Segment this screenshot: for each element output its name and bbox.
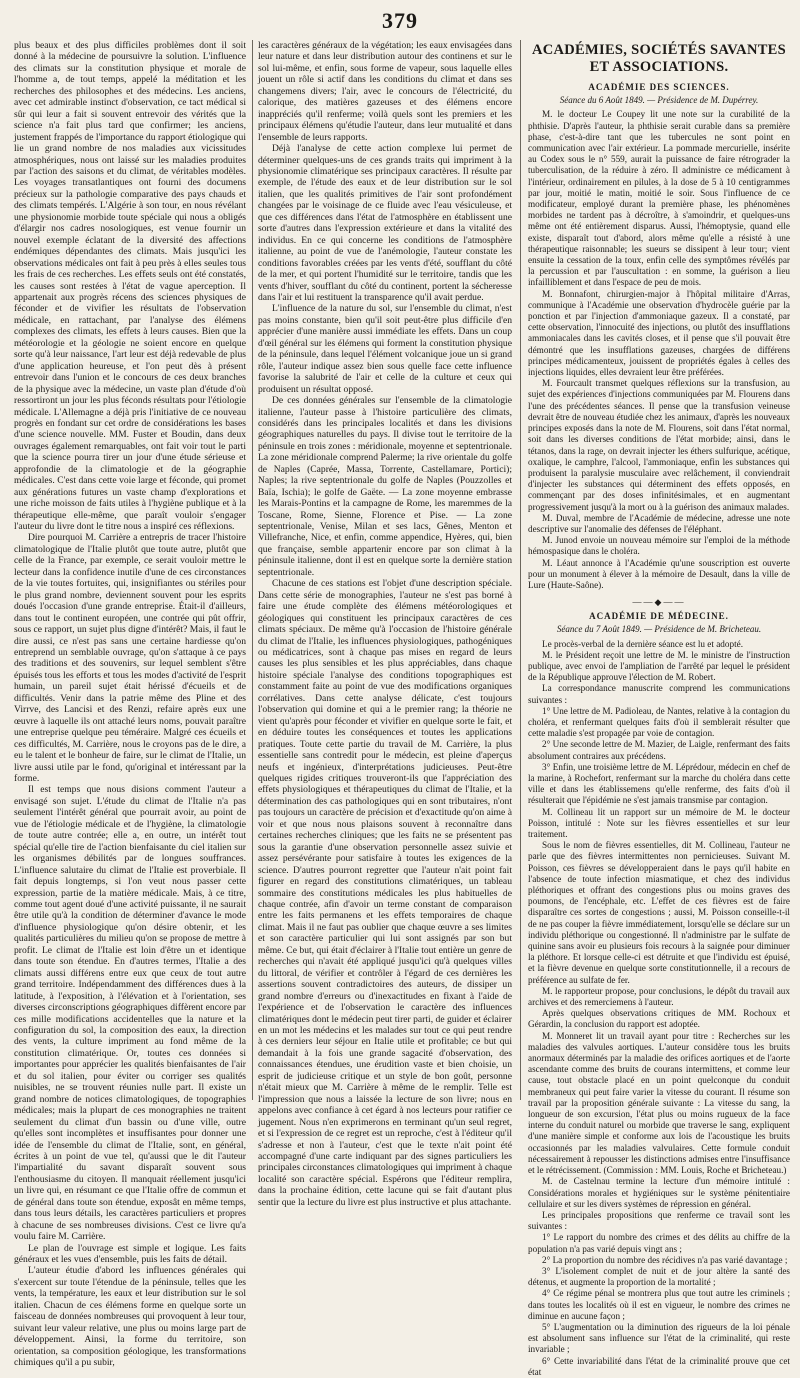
paragraph: 4° Ce régime pénal se montrera plus que tout autre les criminels ; dans toutes les localités où il est en vigueur, le nombre des crimes ne diminue en aucune façon ; xyxy=(528,1288,790,1321)
paragraph: M. de Castelnau termine la lecture d'un mémoire intitulé : Considérations morales et hygiéniques sur le système pénitentiaire cellulaire et sur les divers systèmes de répression en général. xyxy=(528,1176,790,1209)
paragraph: L'auteur étudie d'abord les influences générales qui s'exercent sur toute l'étendue de la péninsule, telles que les vents, la température, les eaux et leur distribution sur le sol italien. Chacun de ces élémens forme en quelque sorte un faisceau de données nombreuses qui provoquent à leur tour, suivant leur valeur relative, une plus ou moins large part de développement. Ainsi, la forme du territoire, son orientation, sa composition géologique, les transformations chimiques qu'il a pu subir, xyxy=(14,1265,246,1369)
column-divider xyxy=(520,40,521,1100)
column-right xyxy=(528,40,790,1377)
paragraph: 5° L'augmentation ou la diminution des rigueurs de la loi pénale est absolument sans influence sur l'état de la criminalité, qui reste invariable ; xyxy=(528,1321,790,1355)
paragraph: M. le rapporteur propose, pour conclusions, le dépôt du travail aux archives et des remerciemens à l'auteur. xyxy=(528,985,790,1008)
paragraph: Après quelques observations critiques de MM. Rochoux et Gérardin, la conclusion du rapport est adoptée. xyxy=(528,1008,790,1030)
paragraph: Le plan de l'ouvrage est simple et logique. Les faits généraux et les vues d'ensemble, puis les faits de détail. xyxy=(14,1242,246,1266)
paragraph: M. le Président reçoit une lettre de M. le ministre de l'instruction publique, avec envoi de l'ampliation de l'arrêté par lequel le président de la République approuve l'élection de M. Robert. xyxy=(528,649,790,683)
session-line: Séance du 7 Août 1849. — Présidence de M. Bricheteau. xyxy=(556,624,762,635)
paragraph: 2° La proportion du nombre des récidives n'a pas varié davantage ; xyxy=(542,1254,788,1265)
paragraph: M. Fourcault transmet quelques réflexions sur la transfusion, au sujet des expériences d'injections communiquées par M. Flourens dans l'une des précédentes séances. Il pense que la transfusion veineuse devrait être de nouveau étudiée chez les animaux, d'après les nouveaux principes exposés dans la note de M. Flourens, soit dans l'état normal, soit dans les diverses conditions de l'état morbide; ainsi, dans le tétanos, dans la rage, on devrait injecter les éthers sulfurique, acétique, oxalique, le camphre, l'alcool, l'ammoniaque, enfin les substances qui produisent la paralysie musculaire avec relâchement, il conviendrait d'injecter les substances qui déterminent des effets opposés, en commençant par des doses infinitésimales, et en augmentant progressivement jusqu'à la mort ou à la guérison des animaux malades. xyxy=(528,378,790,512)
paragraph: Les principales propositions que renferme ce travail sont les suivantes : xyxy=(528,1209,790,1232)
paragraph: M. Bonnafont, chirurgien-major à l'hôpital militaire d'Arras, communique à l'Académie une observation d'hydrocèle guérie par la ponction et par l'injection d'ammoniaque gazeux. Il a constaté, par cette observation, l'innocuité des injections, ou plutôt des insufflations ammoniacales dans les cavités closes, et il pense que s'il pouvait être démontré que les insufflations gazeuses, chargées de différens principes médicamenteux, jouissent de propriétés égales à celles des injections liquides, elles devraient leur être préférées. xyxy=(528,288,790,378)
academy-heading: ACADÉMIE DE MÉDECINE. xyxy=(589,611,729,622)
paragraph: Sous le nom de fièvres essentielles, dit M. Collineau, l'auteur ne parle que des fièvres intermittentes non pernicieuses. Suivant M. Poisson, ces fièvres se développeraient dans le pays qu'il habite en l'absence de toute infection miasmatique, et chez des individus pléthoriques et offrant des congestions plus ou moins graves des poumons, de l'encéphale, etc. L'effet de ces fièvres est de faire disparaître ces sortes de congestions ; aussi, M. Poisson conseille-t-il de ne pas couper la fièvre immédiatement, lorsqu'elle se déclare sur un individu pléthorique ou congestionné. Il n'administre par le sulfate de quinine sans avoir eu plusieurs fois recours à la saignée pour diminuer la pléthore. Et lorsque celle-ci est détruite et que l'individu est épuisé, et la fièvre devenue en quelque sorte constitutionnelle, il a recours de préférence au sulfate de fer. xyxy=(528,840,790,985)
paragraph: Il est temps que nous disions comment l'auteur a envisagé son sujet. L'étude du climat de l'Italie n'a pas seulement l'intérêt général que pourrait avoir, au point de vue de l'étiologie médicale et de l'hygiène, la climatologie de toute autre contrée; elle a, en outre, un intérêt tout spécial qu'elle tire de l'action bienfaisante du ciel italien sur les organismes débilités par de longues souffrances. L'influence salutaire du climat de l'Italie est proverbiale. Il fait depuis longtemps, si l'on veut nous passer cette expression, partie de la matière médicale. Mais, à ce titre, comme tout agent doué d'une activité puissante, il ne saurait être utile qu'à la condition de déterminer d'avance le mode d'influence physiologique qu'on désire obtenir, et les qualités particulières du milieu qu'on se propose de mettre à profit. Le climat de l'Italie est loin d'être un et identique dans toute son étendue. En d'autres termes, l'Italie a des climats aussi différens entre eux que ceux de tout autre grand territoire. Indépendamment des différences dues à la latitude, à l'exposition, à l'élévation et à l'orientation, ses diverses circonscriptions géographiques diffèrent encore par ces mille modifications accidentelles que la nature et la configuration du sol, la composition des eaux, la direction des vents, la culture impriment au fond même de la constitution climatérique. Or, toutes ces données si importantes pour apprécier les qualités bienfaisantes de l'air et du sol italien, pour éviter ou corriger ses qualités nuisibles, ne se trouvent réunies nulle part. Il existe un grand nombre de notices climatologiques, de topographies médicales; mais la plupart de ces monographies ne traitent seulement du climat d'un bassin ou d'une ville, outre qu'elles sont incomplètes et insuffisantes pour donner une idée de l'ensemble du climat de l'Italie, sont, en général, écrites à un point de vue tel, qu'aussi que le dit l'auteur l'impartialité du savant disparaît souvent sous l'enthousiasme du citoyen. Il manquait réellement jusqu'ici un livre qui, en résumant ce que l'Italie offre de commun et de général dans toute son étendue, exposât en même temps, dans tous leurs détails, les caractères particuliers et propres à chacune de ses nombreuses divisions. C'est ce livre qu'a voulu faire M. Carrière. xyxy=(14,784,246,1243)
paragraph: M. Duval, membre de l'Académie de médecine, adresse une note descriptive sur l'anomalie des défenses de l'éléphant. xyxy=(528,512,790,534)
column-middle xyxy=(258,40,512,1208)
paragraph: M. Junod envoie un nouveau mémoire sur l'emploi de la méthode hémospasique dans le choléra. xyxy=(528,535,790,557)
paragraph: Le procès-verbal de la dernière séance est lu et adopté. xyxy=(542,638,743,649)
academy-heading: ACADÉMIE DES SCIENCES. xyxy=(588,82,730,92)
paragraph: Dire pourquoi M. Carrière a entrepris de tracer l'histoire climatologique de l'Italie plutôt que toute autre, plutôt que celle de la France, par exemple, ce serait vouloir mettre le lecteur dans la confidence inutile d'une de ces circonstances de la vie toutes fortuites, qui, insignifiantes ou stériles pour le plus grand nombre, deviennent souvent pour les esprits doués l'occasion d'une grande entreprise. Était-il d'ailleurs, dans tout le continent européen, une contrée qui pût offrir, sous ce rapport, un sujet plus digne d'intérêt? Mais, il faut le dire aussi, ce n'est pas sans une certaine hardiesse qu'on entreprend un semblable ouvrage, qu'on s'attaque à ce pays des traditions et des souvenirs, sur lequel semblent s'être épuisés tous les efforts et tous les modes d'activité de l'esprit humain, un pareil sujet était hérissé d'écueils et de difficultés. Venir dans la patrie même des Pline et des Virrve, des Lancisi et des Renzi, refaire après eux une œuvre à laquelle ils ont attaché leurs noms, pouvait paraître une entreprise quelque peu téméraire. Malgré ces écueils et ces difficultés, M. Carrière, nous le croyons pas de le dire, a eu le talent et le bonheur de faire, sur le climat de l'Italie, un livre aussi utile par le fond, qu'original et intéressant par la forme. xyxy=(14,532,246,784)
paragraph: 3° L'isolement complet de nuit et de jour altère la santé des détenus, et augmente la proportion de la mortalité ; xyxy=(528,1265,790,1288)
paragraph: 2° Une seconde lettre de M. Mazier, de Laigle, renfermant des faits absolument contraires aux précédens. xyxy=(528,739,790,761)
paragraph: M. Léaut annonce à l'Académie qu'une souscription est ouverte pour un monument à élever à la mémoire de Desault, dans la ville de Lure (Haute-Saône). xyxy=(528,557,790,590)
paragraph: Déjà l'analyse de cette action complexe lui permet de déterminer quelques-uns de ces grands traits qui impriment à la physionomie climatérique ses principaux caractères. Il résulte par exemple, de l'étude des eaux et de leur distribution sur le sol italien, que les qualités primitives de l'air sont profondément changées par le voisinage de ce fluide avec l'eau vésiculeuse, et que ces différences dans l'état de l'atmosphère en établissent une sorte d'autres dans l'expression extérieure et dans la vitalité des individus. En ce qui concerne les conditions de l'atmosphère italienne, au point de vue de l'anémologie, l'auteur constate les conditions favorables créées par les vents d'été, soufflant du côté de la mer, et qui portent l'humidité sur le territoire, tandis que les vents d'hiver, soufflant du côté du continent, portent la sécheresse dans l'air et lui restituent la transparence qu'il avait perdue. xyxy=(258,143,512,303)
column-divider xyxy=(252,40,253,1100)
ornament-separator: ——◆—— xyxy=(632,597,686,608)
paragraph: M. Collineau lit un rapport sur un mémoire de M. le docteur Poisson, intitulé : Note sur les fièvres essentielles et sur leur traitement. xyxy=(528,806,790,839)
section-title: ACADÉMIES, SOCIÉTÉS SAVANTES ET ASSOCIATIONS. xyxy=(531,42,787,75)
column-left xyxy=(14,40,246,1369)
paragraph: L'influence de la nature du sol, sur l'ensemble du climat, n'est pas moins constante, bien qu'il soit peut-être plus difficile d'en apprécier d'une manière aussi immédiate les effets. Dans un coup d'œil général sur les élémens qui forment la constitution physique de la péninsule, dans lequel l'élément volcanique joue un si grand rôle, l'auteur indique assez bien sous quelle face cette influence favorise la salubrité de l'air et celle de la culture et ceux qui produisent un résultat opposé. xyxy=(258,303,512,395)
paragraph: 1° Une lettre de M. Padioleau, de Nantes, relative à la contagion du choléra, et renfermant quelques faits d'où il semblerait résulter que cette maladie s'est propagée par voie de contagion. xyxy=(528,705,790,739)
paragraph: 1° Le rapport du nombre des crimes et des délits au chiffre de la population n'a pas varié depuis vingt ans ; xyxy=(528,1232,790,1254)
paragraph: Chacune de ces stations est l'objet d'une description spéciale. Dans cette série de monographies, l'auteur ne s'est pas borné à faire une étude complète des élémens météorologiques et géologiques qui constituent les principaux caractères de ces climats spéciaux. De même qu'à l'occasion de l'histoire générale du climat de l'Italie, les influences physiologiques, pathogéniques ou médicatrices, sont à chaque pas mises en regard de leurs causes les plus sensibles et les plus appréciables, dans chaque histoire spéciale l'analyse des conditions topographiques est constamment faite au point de vue des modifications organiques corrélatives. Dans cette analyse délicate, c'est toujours l'observation qui domine et qui a le premier rang; la théorie ne vient qu'après pour féconder et vivifier en quelque sorte le fait, et en déduire toutes les conséquences et toutes les applications pratiques. Toute cette partie du travail de M. Carrière, la plus essentielle sans contredit pour le médecin, est pleine d'aperçus neufs et ingénieux, d'interprétations judicieuses. Peut-être quelques rigides critiques trouveront-ils que l'appréciation des effets physiologiques et thérapeutiques du climat de l'Italie, et la détermination des cas pathologiques qui en sont tributaires, n'ont pas toujours un caractère de précision et d'exactitude qu'on aime à voir et que nous nous plaisons souvent à reconnaître dans certaines recherches cliniques; que les faits ne se présentent pas sous la garantie d'une observation personnelle assez suivie et assez persévérante pour satisfaire à toutes les exigences de la science. D'autres pourront regretter que l'auteur n'ait point fait figurer en regard des constitutions climatériques, un tableau sommaire des constitutions médicales les plus habituelles de chaque contrée, afin d'avoir un terme constant de comparaison entre les faits permanens et les effets temporaires de chaque climat. Mais il ne faut pas oublier que chaque œuvre a ses limites et son caractère particulier qui lui sont assignés par son but même. Ce but, qui était d'éclairer à l'Italie tout entière un genre de recherches qui n'avait été appliqué jusqu'ici qu'à quelques villes du littoral, de vérifier et contrôler à l'égard de ces dernières les assertions souvent contradictoires des auteurs, de dissiper un grand nombre d'erreurs ou d'inexactitudes en fixant à l'aide de l'expérience et de l'observation le caractère des influences climatériques dont le médecin peut tirer parti, de guider et éclairer en un mot les médecins et les malades sur tout ce qui peut rendre à ces derniers leur séjour en Italie utile et profitable; ce but qui demandait à la fois une grande sagacité d'observation, des connaissances étendues, une érudition vaste et bien choisie, un esprit de judicieuse critique et un style de bon goût, personne n'était mieux que M. Carrière à même de le remplir. Telle est l'impression que nous a laissée la lecture de son livre; nous en appelons avec confiance à cet égard à nos lecteurs pour ratifier ce jugement. Nous n'en exprimerons en terminant qu'un seul regret, et si l'expression de ce regret est un reproche, c'est à l'éditeur qu'il s'adresse et non à l'auteur, c'est que le texte n'ait point été accompagné d'une carte indiquant par des signes particuliers les principales circonstances climatologiques qui impriment à chaque localité son caractère spécial. Espérons que l'éditeur remplira, dans la prochaine édition, cette lacune qui se fait d'autant plus sentir que la lecture du livre est plus instructive et plus attachante. xyxy=(258,578,512,1208)
paragraph: De ces données générales sur l'ensemble de la climatologie italienne, l'auteur passe à l'histoire particulière des climats, considérés dans les principales localités et dans les divisions géographiques naturelles du pays. Il divise tout le territoire de la péninsule en trois zones : méridionale, moyenne et septentrionale. La zone méridionale comprend Palerme; la rive orientale du golfe de Naples (Caprée, Massa, Torrente, Castellamare, Portici); Naples; la rive septentrionale du golfe de Naples (Pouzzolles et Baïa, Ischia); le golfe de Gaëte. — La zone moyenne embrasse les Marais-Pontins et la campagne de Rome, les maremmes de la Toscane, Rome, Sienne, Florence et Pise. — La zone septentrionale, Venise, Milan et ses lacs, Gênes, Menton et Villefranche, Nice, et enfin, comme appendice, Hyères, qui, bien que française, semble appartenir encore par son climat à la péninsule italienne, dont il est en quelque sorte la dernière station septentrionale. xyxy=(258,395,512,578)
paragraph: M. le docteur Le Coupey lit une note sur la curabilité de la phthisie. D'après l'auteur, la phthisie serait curable dans sa première phase, c'est-à-dire tant que les tubercules ne sont point en communication avec l'air extérieur. La pommade mercurielle, insérite au Codex sous le n° 559, aurait la puissance de faire rétrograder la tuberculisation, de la réduire à zéro. Il administre ce médicament à l'intérieur, ordinairement en pilules, à la dose de 5 à 10 centigrammes par jour, moitié le matin, moitié le soir. Sous l'influence de ce modificateur, employé durant la première phase, les phénomènes morbides ne tardent pas à décroître, à s'amoindrir, et quelques-uns même ont été entièrement disparus. Aussi, l'hémoptysie, quand elle existe, disparaît tout d'abord, alors même qu'elle a résisté à une thérapeutique raisonnable; les sueurs se dissipent à leur tour; vient ensuite la cessation de la toux, enfin celle des symptômes révélés par la percussion et par l'auscultation : en somme, la guérison a lieu infailliblement et dans l'espace de peu de mois. xyxy=(528,109,790,288)
paragraph: les caractères généraux de la végétation; les eaux envisagées dans leur nature et dans leur distribution autour des continens et sur le sol lui-même, et enfin, sous forme de vapeur, sous laquelle elles jouent un rôle si actif dans les conditions du climat et dans ses changemens divers; l'air, avec le concours de l'électricité, du calorique, des matières gazeuses et des élémens encore inappréciés qu'il renferme; voilà quels sont les premiers et les principaux élémens qu'étudie l'auteur, dans leur mutualité et dans l'ensemble de leurs rapports. xyxy=(258,40,512,143)
page-number: 379 xyxy=(382,8,418,33)
session-line: Séance du 6 Août 1849. — Présidence de M. Dupérrey. xyxy=(559,95,759,106)
paragraph: 3° Enfin, une troisième lettre de M. Léprédour, médecin en chef de la marine, à Rochefort, renfermant sur la marche du choléra dans cette ville et dans les établissemens qu'elle renferme, des faits d'où il résulterait que l'épidémie ne s'est jamais transmise par contagion. xyxy=(528,761,790,806)
paragraph: M. Monneret lit un travail ayant pour titre : Recherches sur les maladies des valvules aortiques. L'auteur considère tous les bruits anormaux déterminés par la maladie des orifices aortiques et de l'aorte ascendante comme des bruits de courans intermittens, et comme leur cause, tout obstacle placé en un point quelconque du conduit membraneux qui peut faire varier la vitesse du courant. Il résume son travail par la proposition générale suivante : La vitesse du sang, la longueur de son excursion, l'état plus ou moins rugueux de la face interne du conduit naturel ou morbide que traverse le sang, expliquent d'une manière simple et conforme aux lois de l'acoustique les bruits occasionnés par les maladies valvulaires. Cette formule conduit nécessairement à repousser les distinctions admises entre l'insuffisance et le rétrécissement. (Commission : MM. Louis, Roche et Bricheteau.) xyxy=(528,1030,790,1176)
paragraph: La correspondance manuscrite comprend les communications suivantes : xyxy=(528,683,790,705)
paragraph: plus beaux et des plus difficiles problèmes dont il soit donné à la médecine de poursuivre la solution. L'influence des climats sur la constitution physique et morale de l'homme a, de tout temps, appelé la méditation et les recherches des philosophes et des médecins. Les anciens, avec cet admirable instinct d'observation, ce tact médical si sûr qui leur a fait si souvent entrevoir des vérités que la science n'a fait plus tard que confirmer; les anciens, justement frappés de l'importance du rapport étiologique qui lie un grand nombre de nos maladies aux vicissitudes atmosphériques, nous ont laissé sur les maladies produites par l'action des saisons et du climat, de véritables modèles. Les voyages transatlantiques ont fourni des documens précieux sur la pathologie comparative des pays chauds et des climats tempérés. L'Algérie à son tour, en nous révélant une physionomie morbide toute spéciale qui nous a obligés d'élargir nos cadres nosologiques, est venue fournir un nouvel exemple éclatant de la diversité des affections endémiques dépendantes des climats. Mais jusqu'ici les observations médicales ont fait à peu près à elles seules tous les frais de ces recherches. Les effets seuls ont été constatés, les causes sont restées à l'état de vague aperception. Il appartenait aux progrès récens des sciences physiques de féconder et de vivifier les résultats de l'observation médicale, en rattachant, par l'analyse des élémens complexes des climats, les effets à leurs causes. Bien que la météorologie et la géologie ne soient encore en quelque sorte qu'à leur naissance, l'art leur est déjà redevable de plus d'une application heureuse, et l'on peut dès à présent entrevoir dans l'union et le concours de ces deux branches de la physique avec la médecine, un vaste plan d'étude d'où ressortiront un jour les plus féconds résultats pour l'étiologie médicale. L'Allemagne a déjà pris l'initiative de ce nouveau progrès en fondant sur cet ordre de considérations les bases d'une science nouvelle. MM. Fuster et Boudin, dans deux ouvrages également remarquables, ont fait voir tout le parti que la science pourra tirer un jour d'une étude sérieuse et approfondie de la climatologie et de la géographie médicales. C'est dans cette voie large et féconde, qui promet aux générations futures un vaste champ d'explorations et une riche moisson de faits utiles à l'hygiène publique et à la thérapeutique elle-même, que paraît vouloir s'engager l'auteur du livre dont le titre nous a inspiré ces réflexions. xyxy=(14,40,246,533)
paragraph: 6° Cette invariabilité dans l'état de la criminalité prouve que cet état xyxy=(528,1355,790,1377)
